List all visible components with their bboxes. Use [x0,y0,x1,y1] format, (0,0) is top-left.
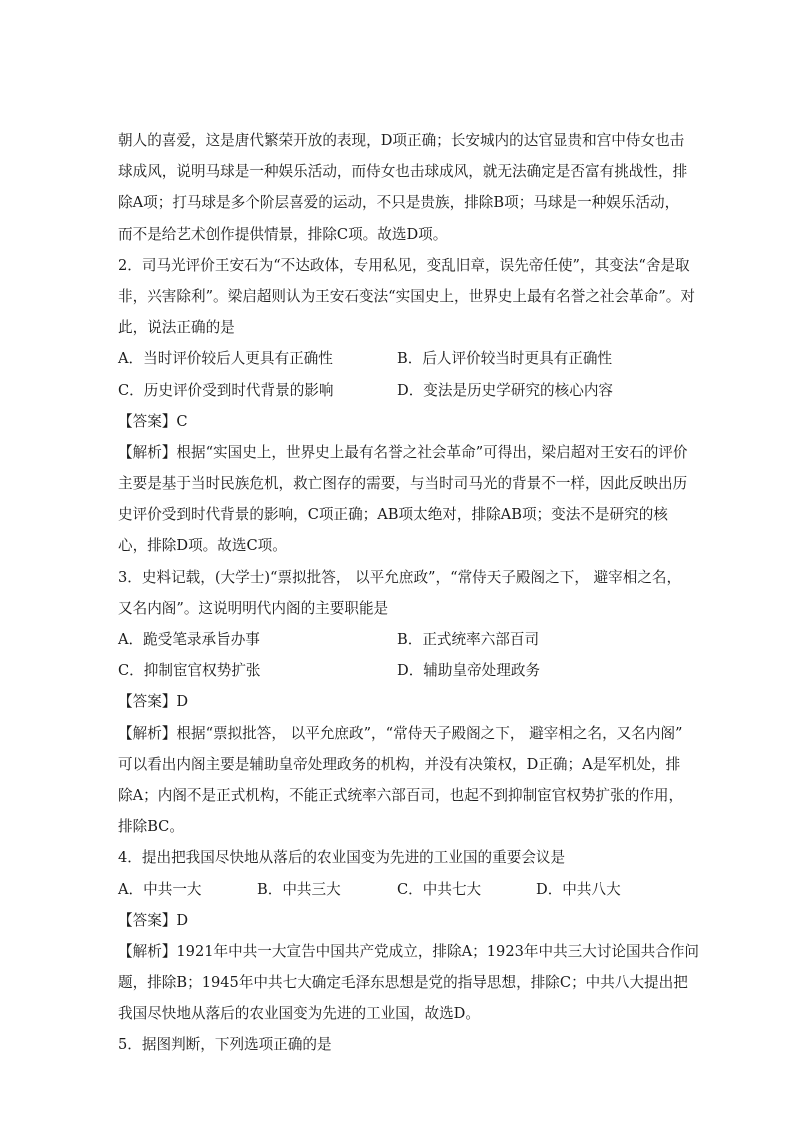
q3-option-c: C．抑制宦官权势扩张 [118,662,261,680]
q4-option-c: C．中共七大 [397,880,482,898]
q3-options-row-1 [118,624,678,655]
q4-option-d: D．中共八大 [536,880,621,898]
q3-options-row-2 [118,655,678,686]
q3-analysis-line: 排除BC。 [118,818,184,836]
q5-stem-line: 5．据图判断，下列选项正确的是 [118,1036,332,1054]
q2-options-row-1 [118,343,678,374]
q3-analysis-line: 【解析】根据“票拟批答， 以平允庶政”，“常侍天子殿阁之下， 避宰相之名，又名内阁” [118,724,683,742]
page-content [118,125,700,1061]
q2-analysis-line: 心，排除D项。故选C项。 [118,537,287,555]
q2-option-d: D．变法是历史学研究的核心内容 [397,381,614,399]
q2-analysis-line: 史评价受到时代背景的影响，C项正确；AB项太绝对，排除AB项；变法不是研究的核 [118,506,668,524]
q2-stem-line: 非，兴害除利”。梁启超则认为王安石变法“实国史上，世界史上最有名誉之社会革命”。对 [118,287,695,305]
q2-option-c: C．历史评价受到时代背景的影响 [118,381,334,399]
q3-stem-line: 3．史料记载，(大学士)“票拟批答， 以平允庶政”，“常侍天子殿阁之下， 避宰相之名， [118,568,682,586]
q3-stem-line: 又名内阁”。这说明明代内阁的主要职能是 [118,599,389,617]
q4-option-a: A．中共一大 [118,880,202,898]
q4-stem-line: 4．提出把我国尽快地从落后的农业国变为先进的工业国的重要会议是 [118,849,566,867]
q3-option-a: A．跪受笔录承旨办事 [118,631,260,648]
q4-answer: 【答案】D [118,911,189,929]
prev-analysis-line: 除A项；打马球是多个阶层喜爱的运动，不只是贵族，排除B项；马球是一种娱乐活动， [118,194,680,212]
prev-analysis-line: 球成风，说明马球是一种娱乐活动，而侍女也击球成风，就无法确定是否富有挑战性，排 [118,163,688,181]
q4-analysis-line: 我国尽快地从落后的农业国变为先进的工业国，故选D。 [118,1005,480,1023]
q3-analysis-line: 可以看出内阁主要是辅助皇帝处理政务的机构，并没有决策权，D正确；A是军机处，排 [118,755,681,773]
q2-stem-line: 此，说法正确的是 [118,319,235,337]
q3-option-d: D．辅助皇帝处理政务 [397,662,541,680]
prev-analysis-line: 而不是给艺术创作提供情景，排除C项。故选D项。 [118,225,448,243]
q3-option-b: B．正式统率六部百司 [397,631,540,648]
q2-option-b: B．后人评价较当时更具有正确性 [397,350,613,368]
q2-option-a: A．当时评价较后人更具有正确性 [118,350,333,368]
prev-analysis-line: 朝人的喜爱，这是唐代繁荣开放的表现，D项正确；长安城内的达官显贵和宫中侍女也击 [118,132,685,149]
q4-options-row [118,874,678,905]
q2-options-row-2 [118,375,678,406]
q2-analysis-line: 【解析】根据“实国史上，世界史上最有名誉之社会革命”可得出，梁启超对王安石的评价 [118,443,688,461]
q4-option-b: B．中共三大 [257,880,341,898]
q2-analysis-line: 主要是基于当时民族危机，救亡图存的需要，与当时司马光的背景不一样，因此反映出历 [118,475,688,493]
q3-answer: 【答案】D [118,693,189,711]
q4-analysis-line: 【解析】1921年中共一大宣告中国共产党成立，排除A；1923年中共三大讨论国共合作问 [118,942,700,960]
q2-answer: 【答案】C [118,412,188,430]
q3-analysis-line: 除A；内阁不是正式机构，不能正式统率六部百司，也起不到抑制宦官权势扩张的作用， [118,786,684,804]
q4-analysis-line: 题，排除B；1945年中共七大确定毛泽东思想是党的指导思想，排除C；中共八大提出把 [118,974,688,992]
q2-stem-line: 2．司马光评价王安石为“不达政体，专用私见，变乱旧章，误先帝任使”，其变法“舍是取 [118,256,690,274]
